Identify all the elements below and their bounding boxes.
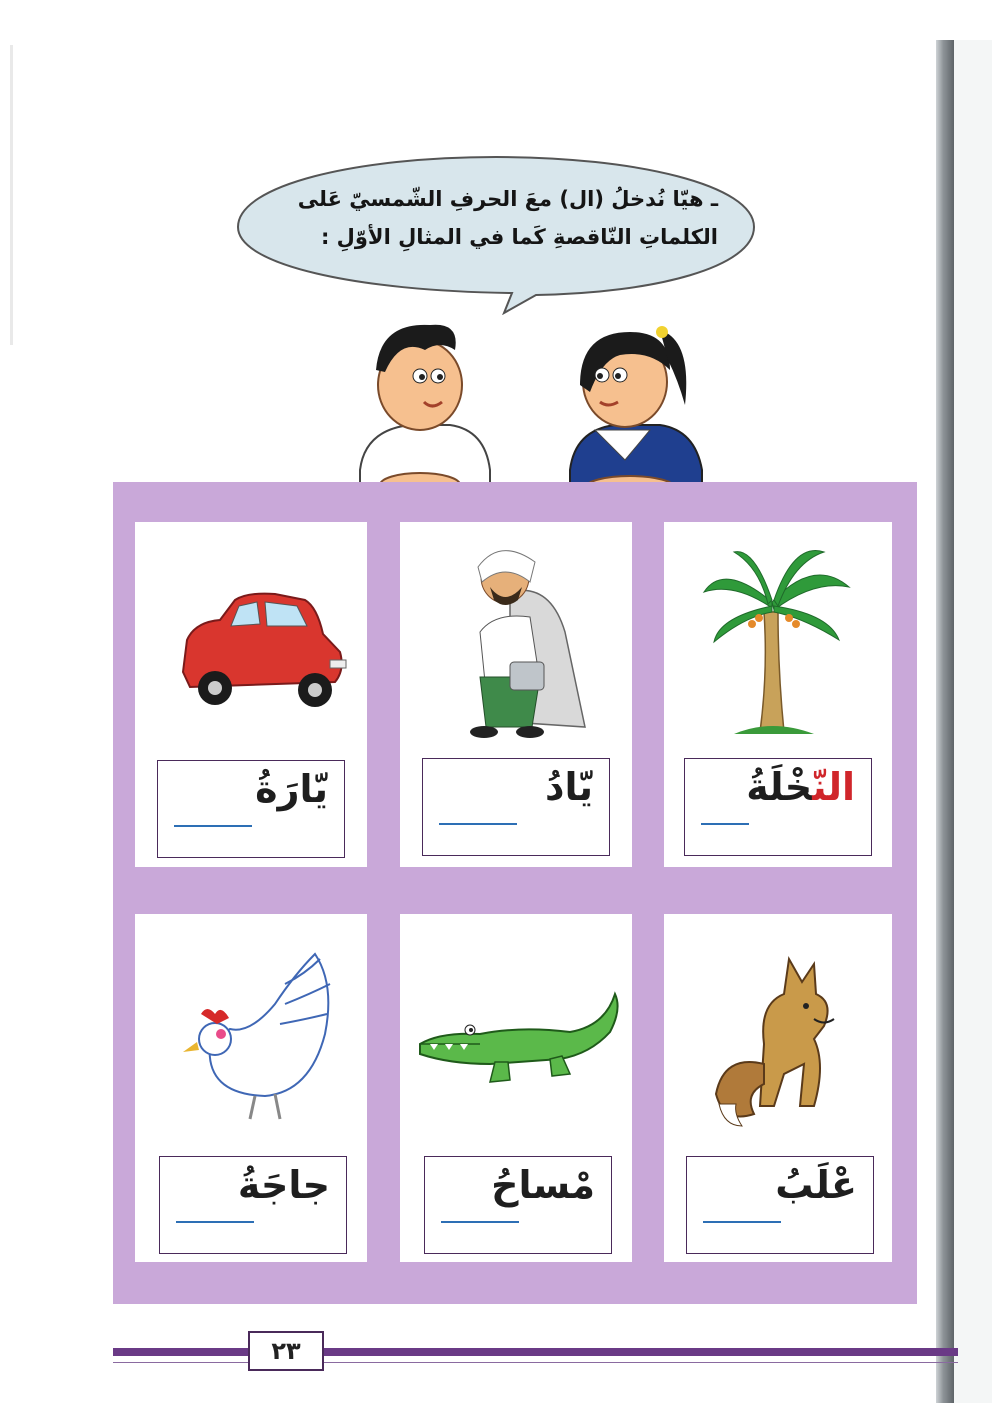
blank-line — [439, 823, 517, 825]
word-hen: جاجَةُ — [237, 1163, 330, 1207]
hen-icon — [135, 914, 367, 1139]
word-palm-tree: النّخْلَةُ — [746, 765, 855, 809]
red-car-icon — [135, 522, 367, 747]
instruction-text — [270, 180, 718, 256]
fisherman-icon — [400, 522, 632, 747]
fox-icon — [664, 914, 892, 1139]
page-binding-edge — [936, 40, 954, 1403]
word-fisherman: يّادُ — [544, 765, 593, 809]
boy-figure — [360, 325, 490, 505]
word-car: يّارَةُ — [255, 767, 328, 811]
instruction-line-2: الكلماتِ النّاقصةِ كَما في المثالِ الأوّلِ : — [320, 225, 718, 249]
card-car — [135, 522, 367, 867]
word-box — [157, 760, 345, 858]
word-box — [686, 1156, 874, 1254]
word-fox: عْلَبُ — [775, 1163, 857, 1207]
card-palm-tree — [664, 522, 892, 867]
crocodile-icon — [400, 914, 632, 1139]
children-illustration — [340, 310, 710, 505]
blank-line — [701, 823, 749, 825]
card-fisherman — [400, 522, 632, 867]
footer-rule — [113, 1362, 958, 1363]
palm-tree-icon — [664, 522, 892, 747]
card-hen — [135, 914, 367, 1262]
blank-line — [174, 825, 252, 827]
word-box — [159, 1156, 347, 1254]
word-box — [422, 758, 610, 856]
word-box — [684, 758, 872, 856]
card-fox — [664, 914, 892, 1262]
instruction-line-1: ـ هيّا نُدخلُ (ال) معَ الحرفِ الشّمسيّ عَلى — [297, 187, 718, 211]
word-box — [424, 1156, 612, 1254]
girl-figure — [570, 326, 702, 505]
page-number: ٢٣ — [248, 1331, 324, 1371]
footer-bar — [113, 1348, 958, 1356]
exercise-board — [113, 482, 917, 1304]
word-crocodile: مْساحُ — [491, 1163, 595, 1207]
scan-mark — [10, 45, 13, 345]
blank-line — [441, 1221, 519, 1223]
blank-line — [703, 1221, 781, 1223]
page-margin — [954, 40, 992, 1403]
blank-line — [176, 1221, 254, 1223]
card-crocodile — [400, 914, 632, 1262]
